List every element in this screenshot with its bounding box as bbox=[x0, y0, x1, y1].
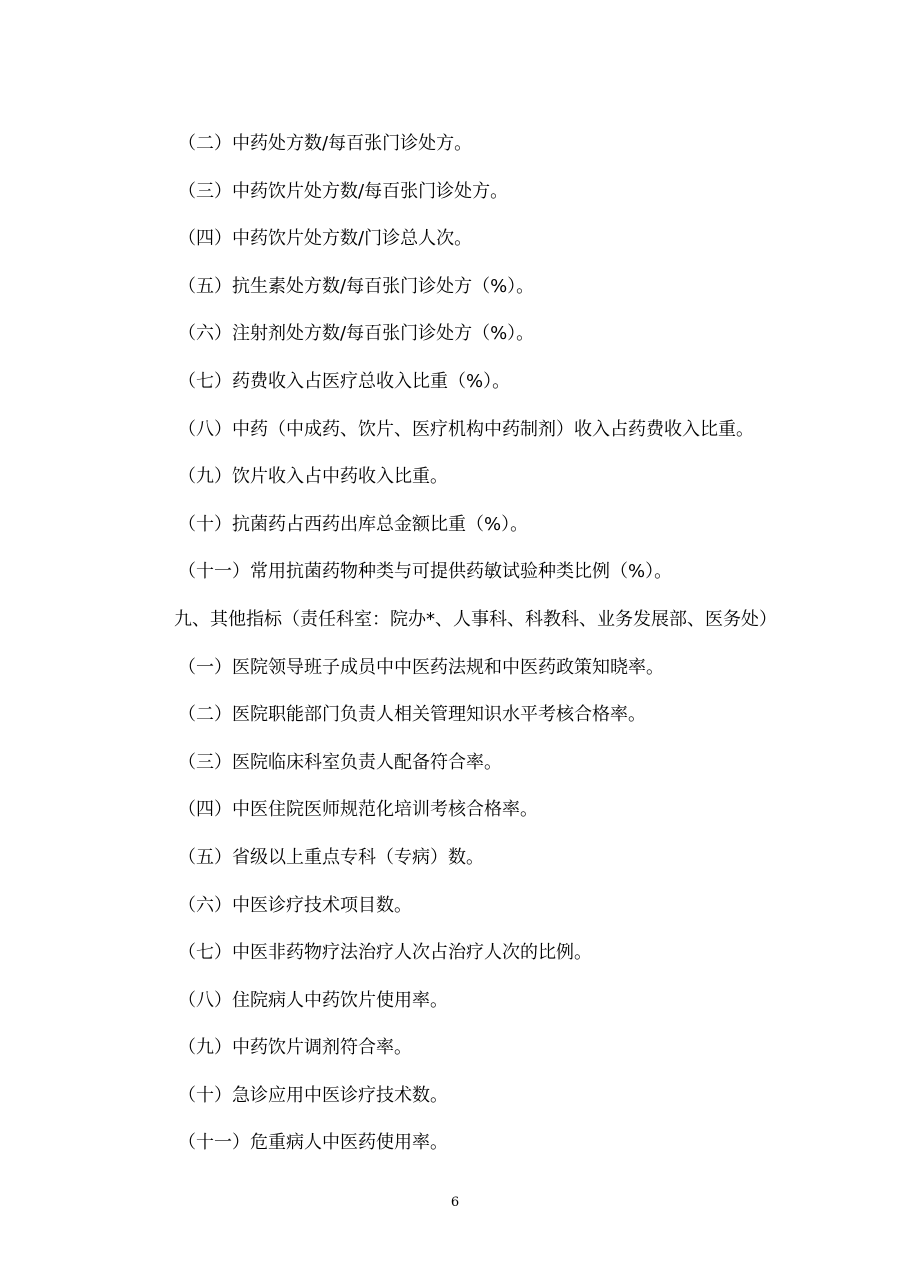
list-item: （五）省级以上重点专科（专病）数。 bbox=[178, 846, 484, 868]
list-item: （十）急诊应用中医诊疗技术数。 bbox=[178, 1084, 448, 1106]
list-item: （九）饮片收入占中药收入比重。 bbox=[178, 466, 448, 488]
list-item: （六）注射剂处方数/每百张门诊处方（%）。 bbox=[178, 323, 535, 345]
list-item: （十一）危重病人中医药使用率。 bbox=[178, 1132, 448, 1154]
list-item: （八）中药（中成药、饮片、医疗机构中药制剂）收入占药费收入比重。 bbox=[178, 418, 754, 440]
list-item: （十）抗菌药占西药出库总金额比重（%）。 bbox=[178, 513, 529, 535]
page-number: 6 bbox=[450, 1195, 460, 1210]
list-item: （二）中药处方数/每百张门诊处方。 bbox=[178, 133, 473, 154]
list-item: （十一）常用抗菌药物种类与可提供药敏试验种类比例（%）。 bbox=[178, 561, 673, 583]
list-item: （一）医院领导班子成员中中医药法规和中医药政策知晓率。 bbox=[178, 656, 664, 678]
list-item: （八）住院病人中药饮片使用率。 bbox=[178, 989, 448, 1011]
list-item: （三）中药饮片处方数/每百张门诊处方。 bbox=[178, 180, 509, 202]
list-item: （二）医院职能部门负责人相关管理知识水平考核合格率。 bbox=[178, 704, 646, 726]
list-item: （四）中药饮片处方数/门诊总人次。 bbox=[178, 228, 473, 250]
list-item: （七）药费收入占医疗总收入比重（%）。 bbox=[178, 370, 511, 392]
list-item: （六）中医诊疗技术项目数。 bbox=[178, 894, 412, 916]
list-item: （七）中医非药物疗法治疗人次占治疗人次的比例。 bbox=[178, 942, 592, 964]
list-item: （九）中药饮片调剂符合率。 bbox=[178, 1037, 412, 1059]
document-body bbox=[174, 128, 878, 1175]
section-heading: 九、其他指标（责任科室：院办*、人事科、科教科、业务发展部、医务处） bbox=[174, 608, 777, 630]
list-item: （三）医院临床科室负责人配备符合率。 bbox=[178, 751, 502, 773]
list-item: （五）抗生素处方数/每百张门诊处方（%）。 bbox=[178, 275, 535, 297]
list-item: （四）中医住院医师规范化培训考核合格率。 bbox=[178, 799, 538, 821]
